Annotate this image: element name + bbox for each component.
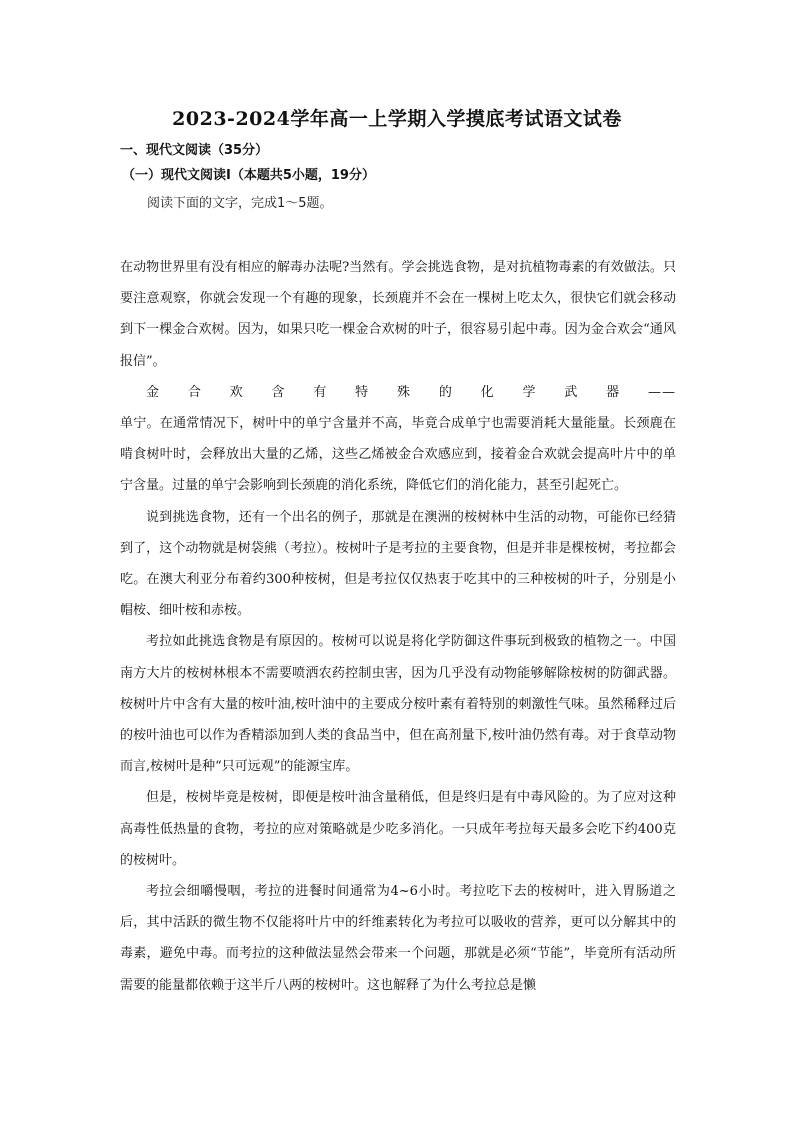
section-heading: 一、现代文阅读（35分） bbox=[120, 143, 269, 158]
subsection-heading: （一）现代文阅读Ⅰ（本题共5小题，19分） bbox=[122, 168, 375, 183]
reading-instruction: 阅读下面的文字，完成1～5题。 bbox=[147, 196, 333, 211]
paragraph-6: 考拉会细嚼慢咽，考拉的进餐时间通常为4~6小时。考拉吃下去的桉树叶，进入胃肠道之后，其中活跃的微生物不仅能将叶片中的纤维素转化为考拉可以吸收的营养，更可以分解其中的毒素，避免中毒。而考拉的这种做法显然会带来一个问题，那就是必须“节能”，毕竟所有活动所需要的能量都依赖于这半斤八两的桉树叶。这也解释了为什么考拉总是懒 bbox=[120, 884, 676, 993]
paragraph-3: 说到挑选食物，还有一个出名的例子，那就是在澳洲的桉树林中生活的动物，可能你已经猜到了，这个动物就是树袋熊（考拉）。桉树叶子是考拉的主要食物，但是并非是棵桉树，考拉都会吃。在澳大利亚分布着约300种桉树，但是考拉仅仅热衷于吃其中的三种桉树的叶子，分别是小帽桉、细叶桉和赤桉。 bbox=[120, 509, 676, 619]
paragraph-5: 但是，桉树毕竟是桉树，即便是桉叶油含量稍低，但是终归是有中毒风险的。为了应对这种高毒性低热量的食物，考拉的应对策略就是少吃多消化。一只成年考拉每天最多会吃下约400克的桉树叶。 bbox=[120, 790, 676, 868]
page-title: 2023-2024学年高一上学期入学摸底考试语文试卷 bbox=[172, 108, 622, 130]
paragraph-4: 考拉如此挑选食物是有原因的。桉树可以说是将化学防御这件事玩到极致的植物之一。中国南方大片的桉树林根本不需要喷洒农药控制虫害，因为几乎没有动物能够解除桉树的防御武器。桉树叶片中含有大量的桉叶油,桉叶油中的主要成分桉叶素有着特别的刺激性气味。虽然稀释过后的桉叶油也可以作为香精添加到人类的食品当中，但在高剂量下,桉叶油仍然有毒。对于食草动物而言,桉树叶是种“只可远观”的能源宝库。 bbox=[120, 634, 676, 775]
reading-passage bbox=[120, 252, 676, 1001]
paragraph-2: 单宁。在通常情况下，树叶中的单宁含量并不高，毕竟合成单宁也需要消耗大量能量。长颈鹿在啃食树叶时，会释放出大量的乙烯，这些乙烯被金合欢感应到，接着金合欢就会提高叶片中的单宁含量。过量的单宁会影响到长颈鹿的消化系统，降低它们的消化能力，甚至引起死亡。 bbox=[120, 416, 676, 494]
paragraph-1: 在动物世界里有没有相应的解毒办法呢?当然有。学会挑选食物，是对抗植物毒素的有效做法。只要注意观察，你就会发现一个有趣的现象，长颈鹿并不会在一棵树上吃太久，很快它们就会移动到下一棵金合欢树。因为，如果只吃一棵金合欢树的叶子，很容易引起中毒。因为金合欢会“通风报信”。 bbox=[120, 260, 676, 369]
paragraph-2-lead: 金 合 欢 含 有 特 殊 的 化 学 武 器 —— bbox=[146, 384, 676, 400]
